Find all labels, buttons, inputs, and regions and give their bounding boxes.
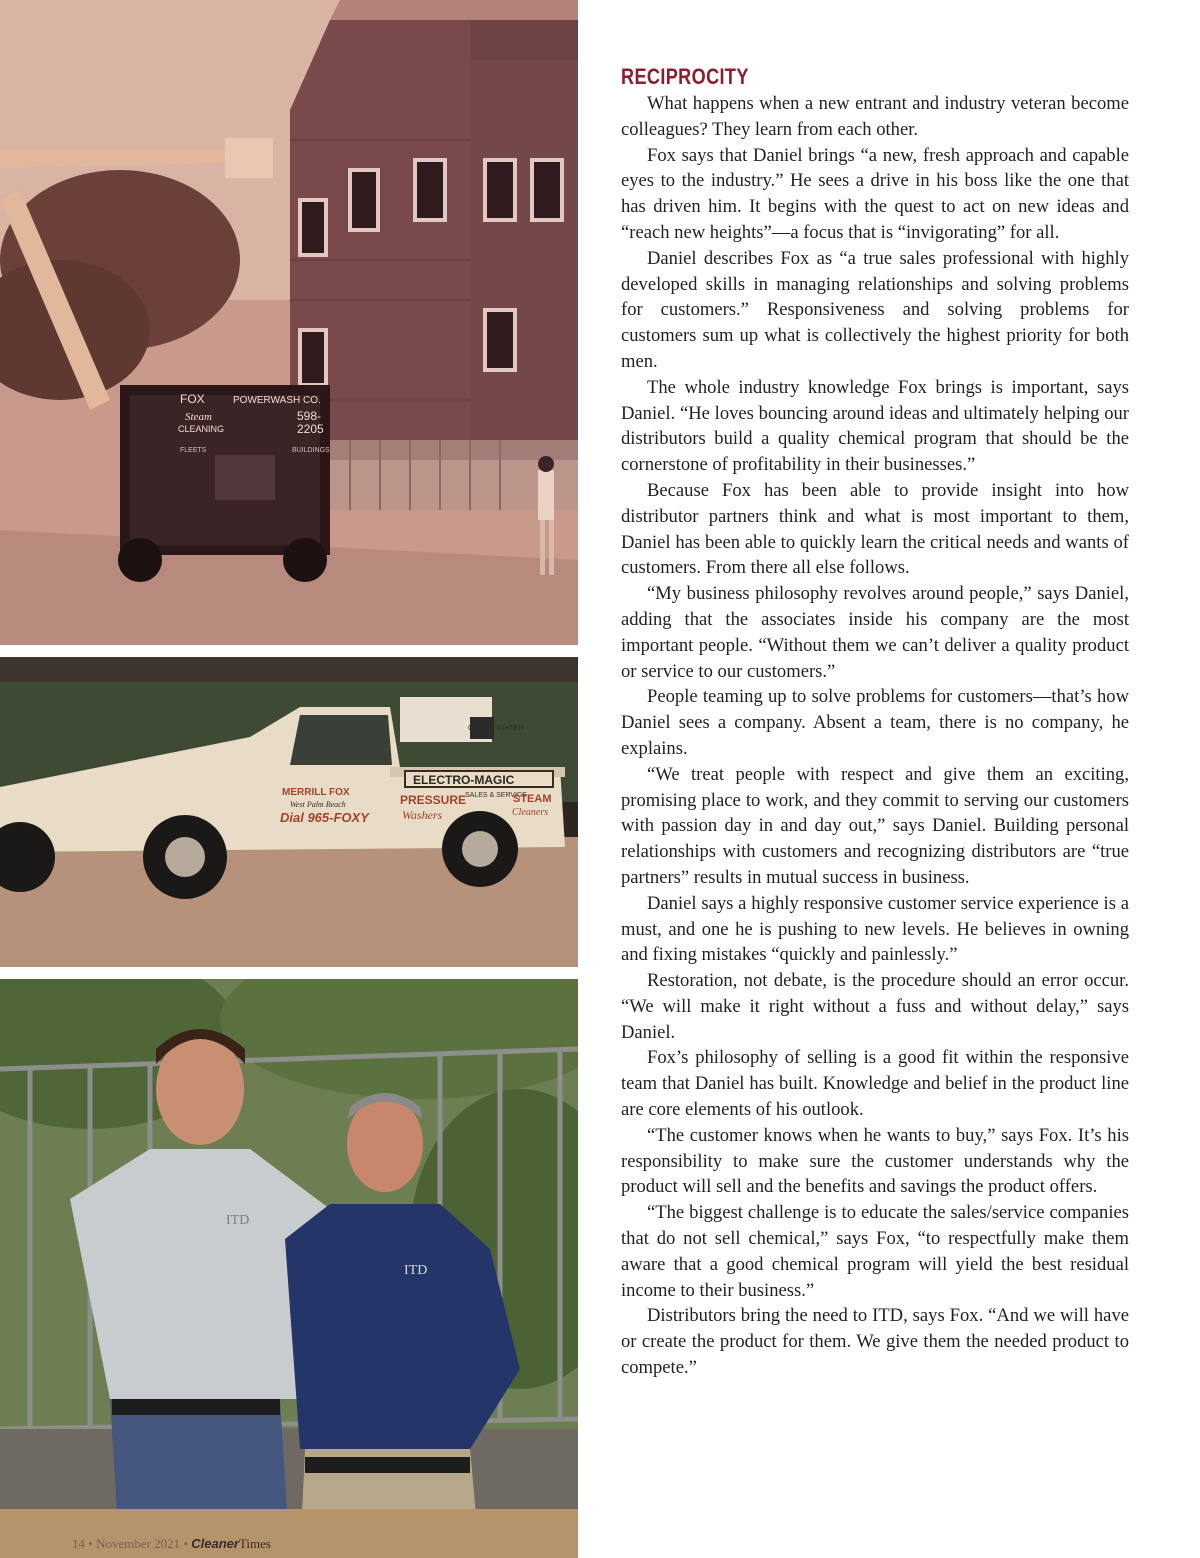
van-sign-buildings: BUILDINGS — [292, 447, 330, 454]
folio-separator-2: • — [183, 1536, 188, 1551]
pickup-sales-service: SALES & SERVICE — [465, 792, 527, 799]
issue-date: November 2021 — [96, 1536, 181, 1551]
van-sign-fleets: FLEETS — [180, 447, 207, 454]
pickup-steam: STEAM — [513, 793, 552, 805]
pickup-grime-fighter: GRIME FIGHTER — [468, 725, 524, 732]
pickup-truck-illustration — [0, 657, 578, 967]
article-column — [621, 64, 1129, 1381]
pickup-pressure: PRESSURE — [400, 793, 467, 807]
pickup-washers: Washers — [402, 808, 443, 822]
article-paragraph: Daniel describes Fox as “a true sales professional with highly developed skills in managing relationships and solving problems for customers.” Responsiveness and solving problems for customers sum up what is collectively the highest priority for both men. — [621, 247, 1129, 372]
van-sign-phone-2: 2205 — [297, 422, 324, 436]
section-heading: RECIPROCITY — [621, 64, 749, 89]
article-paragraph: Restoration, not debate, is the procedure should an error occur. “We will make it right without a fuss and without delay,” says Daniel. — [621, 970, 1129, 1043]
van-sign-cleaning: CLEANING — [178, 424, 225, 434]
article-paragraph: “We treat people with respect and give them an exciting, promising place to work, and they commit to serving our customers with passion day in and day out,” says Daniel. Building personal relationships with customers and recognizing distributors are “true partners” results in mutual success in business. — [621, 763, 1129, 888]
shirt-logo-2: ITD — [404, 1263, 428, 1278]
van-sign-powerwash: POWERWASH CO. — [233, 395, 321, 406]
article-paragraph: “My business philosophy revolves around people,” says Daniel, adding that the associates inside his company are the most important people. “Without them we can’t deliver a quality product or service to our customers.” — [621, 583, 1129, 682]
magazine-name-part-1: Cleaner — [191, 1536, 239, 1551]
article-paragraph: The whole industry knowledge Fox brings is important, says Daniel. “He loves bouncing around ideas and ultimately helping our distributors build a quality chemical program that should be the cornerstone of profitability in their businesses.” — [621, 376, 1129, 476]
article-paragraph: “The biggest challenge is to educate the sales/service companies that do not sell chemical,” says Fox, “to respectfully make them aware that a good chemical program will yield the best residual income to their business.” — [621, 1202, 1129, 1301]
van-sign-fox: FOX — [180, 392, 205, 406]
page-number: 14 — [72, 1536, 85, 1551]
photo-house-and-truck — [0, 0, 578, 645]
photo-two-men — [0, 979, 578, 1558]
two-men-illustration — [0, 979, 578, 1558]
pickup-electro-magic: ELECTRO-MAGIC — [413, 773, 515, 787]
magazine-name-part-2: Times — [238, 1536, 271, 1551]
photo-pickup-truck — [0, 657, 578, 967]
van-sign-steam: Steam — [185, 411, 212, 423]
article-paragraph: Distributors bring the need to ITD, says Fox. “And we will have or create the product for them. We give them the needed product to compete.” — [621, 1305, 1129, 1379]
article-paragraph: What happens when a new entrant and industry veteran become colleagues? They learn from each other. — [621, 93, 1129, 140]
house-truck-illustration — [0, 0, 578, 645]
article-paragraph: Because Fox has been able to provide insight into how distributor partners think and what is most important to them, Daniel has been able to quickly learn the critical needs and wants of customers. From there all else follows. — [621, 479, 1129, 579]
article-paragraph: Fox says that Daniel brings “a new, fresh approach and capable eyes to the industry.” He sees a drive in his boss like the one that has driven him. It begins with the quest to act on new ideas and “reach new heights”—a focus that is “invigorating” for all. — [621, 144, 1129, 243]
shirt-logo-1: ITD — [226, 1213, 250, 1228]
article-paragraph: People teaming up to solve problems for customers—that’s how Daniel sees a company. Absent a team, there is no company, he explains. — [621, 686, 1129, 759]
folio-separator-1: • — [88, 1536, 93, 1551]
page-folio — [72, 1536, 271, 1552]
pickup-west-palm: West Palm Beach — [290, 800, 346, 809]
article-paragraph: “The customer knows when he wants to buy,” says Fox. It’s his responsibility to make sure the customer understands why the product will sell and the benefits and savings the product offers. — [621, 1124, 1129, 1198]
van-sign-phone-1: 598- — [297, 409, 322, 423]
article-paragraph: Fox’s philosophy of selling is a good fit within the responsive team that Daniel has built. Knowledge and belief in the product line are core elements of his outlook. — [621, 1047, 1129, 1121]
pickup-dial: Dial 965-FOXY — [280, 810, 369, 825]
article-paragraph: Daniel says a highly responsive customer service experience is a must, and one he is pushing to new levels. He believes in owning and fixing mistakes “quickly and painlessly.” — [621, 892, 1129, 966]
pickup-merrill-fox: MERRILL FOX — [282, 787, 350, 798]
pickup-cleaners: Cleaners — [512, 807, 549, 818]
